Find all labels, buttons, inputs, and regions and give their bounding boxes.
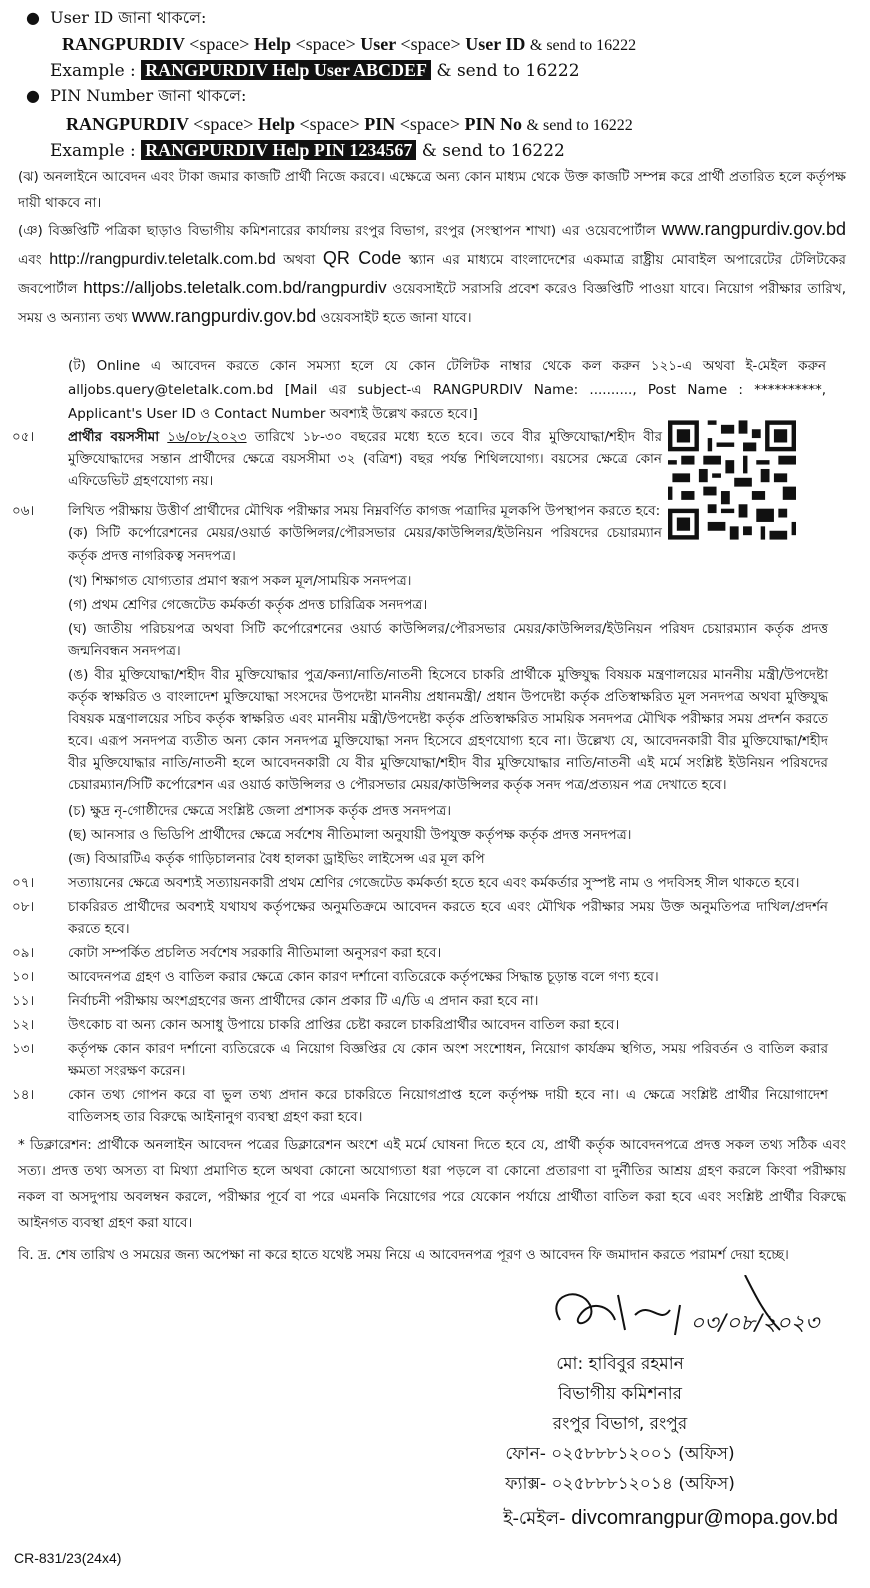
- item-11: নির্বাচনী পরীক্ষায় অংশগ্রহণের জন্য প্রার্থীদের কোন প্রকার টি এ/ডি এ প্রদান করা হবে না।: [68, 993, 539, 1009]
- fmt-part: Help: [257, 114, 295, 134]
- fmt-part: <space>: [399, 114, 461, 134]
- bullet-icon: ●: [26, 86, 51, 105]
- bullet-pin: [26, 86, 246, 106]
- userid-example: [50, 58, 580, 83]
- item-number: ১১।: [12, 993, 35, 1009]
- item-09: কোটা সম্পর্কিত প্রচলিত সর্বশেষ সরকারি নীতিমালা অনুসরণ করা হবে।: [68, 945, 442, 961]
- fmt-part: User: [360, 34, 396, 54]
- item-06-ga: (গ) প্রথম শ্রেণির গেজেটেড কর্মকর্তা কর্তৃক প্রদত্ত চারিত্রিক সনদপত্র।: [68, 597, 428, 613]
- item-number: ০৯।: [12, 945, 35, 961]
- item-number: ১৪।: [12, 1087, 35, 1103]
- fmt-part: PIN No: [464, 114, 523, 134]
- bullet-icon: ●: [26, 8, 51, 27]
- fmt-part: RANGPURDIV: [62, 34, 185, 54]
- fmt-part: PIN: [364, 114, 396, 134]
- example-tail: & send to 16222: [436, 61, 580, 81]
- qr-code-label: QR Code: [322, 248, 402, 268]
- signatory-email: [418, 1504, 838, 1533]
- fmt-part: <space>: [189, 34, 250, 54]
- item-06-ka: (ক) সিটি কর্পোরেশনের মেয়র/ওয়ার্ড কাউন্সিলর/পৌরসভার মেয়র/কাউন্সিলর/ইউনিয়ন পরিষদের চেয়ারম্যান কর্তৃক প্রদত্ত নাগরিকত্ব সনদপত্র।: [68, 525, 662, 564]
- para-jha: (ঝ) অনলাইনে আবেদন এবং টাকা জমার কাজটি প্রার্থী নিজে করবে। এক্ষেত্রে অন্য কোন মাধ্যম থেকে উক্ত কাজটি সম্পন্ন করে প্রার্থী প্রতারিত হলে কর্তৃপক্ষ দায়ী থাকবে না।: [18, 169, 846, 211]
- fmt-part: & send to 16222: [529, 37, 637, 54]
- signature-icon: [540, 1275, 830, 1355]
- example-label: Example :: [50, 61, 136, 81]
- handwritten-date: ০৩/০৮/২০২৩: [690, 1311, 820, 1336]
- alljobs-link[interactable]: https://alljobs.teletalk.com.bd/rangpurdiv: [83, 278, 387, 297]
- item-number: ০৫।: [12, 429, 35, 445]
- portal-link[interactable]: www.rangpurdiv.gov.bd: [661, 219, 846, 239]
- item-number: ১৩।: [12, 1041, 35, 1057]
- fmt-part: & send to 16222: [526, 117, 633, 134]
- example-tail: & send to 16222: [421, 141, 565, 161]
- item-08: চাকরিরত প্রার্থীদের অবশ্যই যথাযথ কর্তৃপক্ষের অনুমতিক্রমে আবেদন করতে হবে এবং মৌখিক পরীক্ষার সময় উক্ত অনুমতিপত্র দাখিল/প্রদর্শন করতে হবে।: [68, 899, 828, 937]
- item-06-intro: লিখিত পরীক্ষায় উত্তীর্ণ প্রার্থীদের মৌখিক পরীক্ষার সময় নিম্নবর্ণিত কাগজ পত্রাদির মূলকপি উপস্থাপন করতে হবে:: [68, 503, 661, 519]
- item-13: কর্তৃপক্ষ কোন কারণ দর্শানো ব্যতিরেকে এ নিয়োগ বিজ্ঞপ্তির যে কোন অংশ সংশোধন, নিয়োগ কার্যক্রম স্থগিত, সময় পরিবর্তন ও বাতিল করার ক্ষমতা সংরক্ষণ করেন।: [68, 1041, 828, 1079]
- example-label: Example :: [50, 141, 136, 161]
- item-06-uma: (ঙ) বীর মুক্তিযোদ্ধা/শহীদ বীর মুক্তিযোদ্ধার পুত্র/কন্যা/নাতি/নাতনী হিসেবে চাকরি প্রার্থীকে মুক্তিযুদ্ধ বিষয়ক মন্ত্রণালয়ের মাননীয় মন্ত্রী/উপদেষ্টা কর্তৃক স্বাক্ষরিত ও বাংলাদেশ মুক্তিযোদ্ধা সংসদের উপদেষ্টা মাননীয় প্রধানমন্ত্রী/ প্রধান উপদেষ্টা কর্তৃক প্রতিস্বাক্ষরিত মূল সনদপত্র অথবা মুক্তিযুদ্ধ বিষয়ক মন্ত্রণালয়ের সচিব কর্তৃক স্বাক্ষরিত এবং মাননীয় মন্ত্রী/উপদেষ্টা কর্তৃক প্রতিস্বাক্ষরিত সাময়িক সনদপত্র মৌখিক পরীক্ষার সময় প্রদর্শন করতে হবে। এরূপ সনদপত্র ব্যতীত অন্য কোন সনদপত্র মুক্তিযোদ্ধা সনদ হিসেবে গ্রহণযোগ্য হবে না। উল্লেখ্য যে, আবেদনকারী বীর মুক্তিযোদ্ধা/শহীদ বীর মুক্তিযোদ্ধার নাতি/নাতনী হলে আবেদনকারী যে বীর মুক্তিযোদ্ধা/শহীদ বীর মুক্তিযোদ্ধার নাতি/নাতনী এই মর্মে সংশ্লিষ্ট ইউনিয়ন পরিষদের চেয়ারম্যান/সিটি কর্পোরেশন এর ওয়ার্ড কাউন্সিলর ও পৌরসভার মেয়র/কাউন্সিলর কর্তৃক সনদ পত্র/প্রত্যয়ন পত্র দেখাতে হবে।: [68, 667, 828, 793]
- signatory-fax: ফ্যাক্স- ০২৫৮৮৮১২০১৪ (অফিস): [505, 1474, 735, 1494]
- item-number: ১০।: [12, 969, 35, 985]
- pin-example: [50, 138, 565, 163]
- signatory-office: রংপুর বিভাগ, রংপুর: [552, 1414, 688, 1434]
- email-link[interactable]: divcomrangpur@mopa.gov.bd: [571, 1507, 838, 1529]
- fmt-part: <space>: [295, 34, 356, 54]
- item-text: তারিখে ১৮-৩০ বছরের মধ্যে হতে হবে। তবে বীর মুক্তিযোদ্ধা/শহীদ বীর মুক্তিযোদ্ধাদের সন্তান প্রার্থীদের ক্ষেত্রে বয়সসীমা ৩২ (বত্রিশ) বছর পর্যন্ত শিথিলযোগ্য। বয়সের ক্ষেত্রে কোন এফিডেভিট গ্রহণযোগ্য নয়।: [68, 429, 662, 489]
- item-10: আবেদনপত্র গ্রহণ ও বাতিল করার ক্ষেত্রে কোন কারণ দর্শানো ব্যতিরেকে কর্তৃপক্ষের সিদ্ধান্ত চূড়ান্ত বলে গণ্য হবে।: [68, 969, 659, 985]
- fmt-part: User ID: [465, 34, 526, 54]
- item-14: কোন তথ্য গোপন করে বা ভুল তথ্য প্রদান করে চাকরিতে নিয়োগপ্রাপ্ত হলে কর্তৃপক্ষ দায়ী হবে না। এ ক্ষেত্রে সংশ্লিষ্ট প্রার্থীর নিয়োগাদেশ বাতিলসহ তার বিরুদ্ধে আইনানুগ ব্যবস্থা গ্রহণ করা হবে।: [68, 1087, 828, 1125]
- fmt-part: <space>: [400, 34, 461, 54]
- item-number: ১২।: [12, 1017, 35, 1033]
- declaration: * ডিক্লারেশন: প্রার্থীকে অনলাইন আবেদন পত্রের ডিক্লারেশন অংশে এই মর্মে ঘোষনা দিতে হবে যে, প্রার্থী কর্তৃক আবেদনপত্রে প্রদত্ত সকল তথ্য সঠিক এবং সত্য। প্রদত্ত তথ্য অসত্য বা মিথ্যা প্রমাণিত হলে অথবা কোনো অযোগ্যতা ধরা পড়লে বা কোনো প্রতারণা বা দুর্নীতির আশ্রয় গ্রহণ করলে কিংবা পরীক্ষায় নকল বা অসদুপায় অবলম্বন করলে, পরীক্ষার পূর্বে বা পরে এমনকি নিয়োগের পরে যেকোন পর্যায়ে প্রার্থীতা বাতিল করা হবে এবং সংশ্লিষ্ট প্রার্থীর বিরুদ্ধে আইনগত ব্যবস্থা গ্রহণ করা যাবে।: [18, 1137, 846, 1231]
- item-05: [68, 426, 662, 492]
- nya-text: (ঞ) বিজ্ঞপ্তিটি পত্রিকা ছাড়াও বিভাগীয় কমিশনারের কার্যালয় রংপুর বিভাগ, রংপুর (সংস্থাপন শাখা) এর ওয়েবপোর্টাল: [18, 223, 656, 239]
- teletalk-link[interactable]: http://rangpurdiv.teletalk.com.bd: [49, 251, 276, 268]
- fmt-part: <space>: [193, 114, 254, 134]
- email-label: ই-মেইল-: [503, 1508, 566, 1529]
- userid-format: [62, 32, 636, 58]
- qr-code-icon[interactable]: [668, 420, 796, 540]
- item-number: ০৬।: [12, 503, 35, 519]
- age-date: ১৬/০৮/২০২৩: [167, 429, 247, 445]
- item-number: ০৭।: [12, 875, 35, 891]
- item-06-kha: (খ) শিক্ষাগত যোগ্যতার প্রমাণ স্বরূপ সকল মূল/সাময়িক সনদপত্র।: [68, 573, 412, 589]
- footer-code: CR-831/23(24x4): [14, 1550, 122, 1566]
- nya-text: এবং: [18, 252, 42, 268]
- item-06-chha: (ছ) আনসার ও ভিডিপি প্রার্থীদের ক্ষেত্রে সর্বশেষ নীতিমালা অনুযায়ী উপযুক্ত কর্তৃপক্ষ কর্তৃক প্রদত্ত সনদপত্র।: [68, 827, 632, 843]
- userid-example-code: RANGPURDIV Help User ABCDEF: [141, 60, 431, 80]
- item-06-gha: (ঘ) জাতীয় পরিচয়পত্র অথবা সিটি কর্পোরেশনের ওয়ার্ড কাউন্সিলর/পৌরসভার মেয়র/কাউন্সিলর/ইউনিয়ন পরিষদ চেয়ারম্যান কর্তৃক প্রদত্ত জন্মনিবন্ধন সনদপত্র।: [68, 621, 828, 659]
- item-12: উৎকোচ বা অন্য কোন অসাধু উপায়ে চাকরি প্রাপ্তির চেষ্টা করলে চাকরিপ্রার্থীর আবেদন বাতিল করা হবে।: [68, 1017, 620, 1033]
- signatory-phone: ফোন- ০২৫৮৮৮১২০০১ (অফিস): [505, 1444, 735, 1464]
- item-number: ০৮।: [12, 899, 35, 915]
- note: বি. দ্র. শেষ তারিখ ও সময়ের জন্য অপেক্ষা না করে হাতে যথেষ্ট সময় নিয়ে এ আবেদনপত্র পূরণ ও আবেদন ফি জমাদান করতে পরামর্শ দেয়া হচ্ছে।: [18, 1247, 789, 1263]
- bullet-userid: [26, 8, 206, 28]
- userid-label: User ID জানা থাকলে:: [50, 8, 207, 27]
- nya-text: অথবা: [283, 252, 316, 268]
- para-nya: [18, 216, 846, 332]
- para-ta: (ট) Online এ আবেদন করতে কোন সমস্যা হলে যে কোন টেলিটক নাম্বার থেকে কল করুন ১২১-এ অথবা ই-মেইল করুন alljobs.query@teletalk.com.bd [Mail এর subject-এ RANGPURDIV Name: .........., Post Name : **********, Applicant's User ID ও Contact Number অবশ্যই উল্লেখ করতে হবে।]: [68, 358, 826, 422]
- pin-label: PIN Number জানা থাকলে:: [50, 86, 247, 105]
- pin-example-code: RANGPURDIV Help PIN 1234567: [141, 140, 416, 160]
- pin-format: [66, 112, 633, 138]
- item-07: সত্যায়নের ক্ষেত্রে অবশ্যই সত্যায়নকারী প্রথম শ্রেণির গেজেটেড কর্মকর্তা হতে হবে এবং কর্মকর্তার সুস্পষ্ট নাম ও পদবিসহ সীল থাকতে হবে।: [68, 875, 800, 891]
- signatory-name: মো: হাবিবুর রহমান: [556, 1354, 684, 1374]
- age-limit-label: প্রার্থীর বয়সসীমা: [68, 429, 160, 445]
- nya-text: ওয়েবসাইট হতে জানা যাবে।: [320, 310, 472, 326]
- item-06-ja: (জ) বিআরটিএ কর্তৃক গাড়িচালনার বৈধ হালকা ড্রাইভিং লাইসেন্স এর মূল কপি: [68, 851, 485, 867]
- fmt-part: Help: [253, 34, 291, 54]
- signatory-designation: বিভাগীয় কমিশনার: [557, 1384, 683, 1404]
- fmt-part: RANGPURDIV: [66, 114, 189, 134]
- item-06-cha: (চ) ক্ষুদ্র নৃ-গোষ্ঠীদের ক্ষেত্রে সংশ্লিষ্ট জেলা প্রশাসক কর্তৃক প্রদত্ত সনদপত্র।: [68, 803, 452, 819]
- nya-text: ওয়েবসাইটে সরাসরি প্রবেশ করেও বিজ্ঞপ্তিটি পাওয়া যাবে। নিয়োগ পরীক্ষার তারিখ, সময় ও অন্যান্য তথ্য: [18, 281, 847, 326]
- nya-text: স্ক্যান এর মাধ্যমে বাংলাদেশের একমাত্র রাষ্ট্রীয় মোবাইল অপারেটের টেলিটকের জবপোর্টাল: [18, 252, 846, 297]
- fmt-part: <space>: [299, 114, 360, 134]
- portal-link-2[interactable]: www.rangpurdiv.gov.bd: [131, 306, 317, 326]
